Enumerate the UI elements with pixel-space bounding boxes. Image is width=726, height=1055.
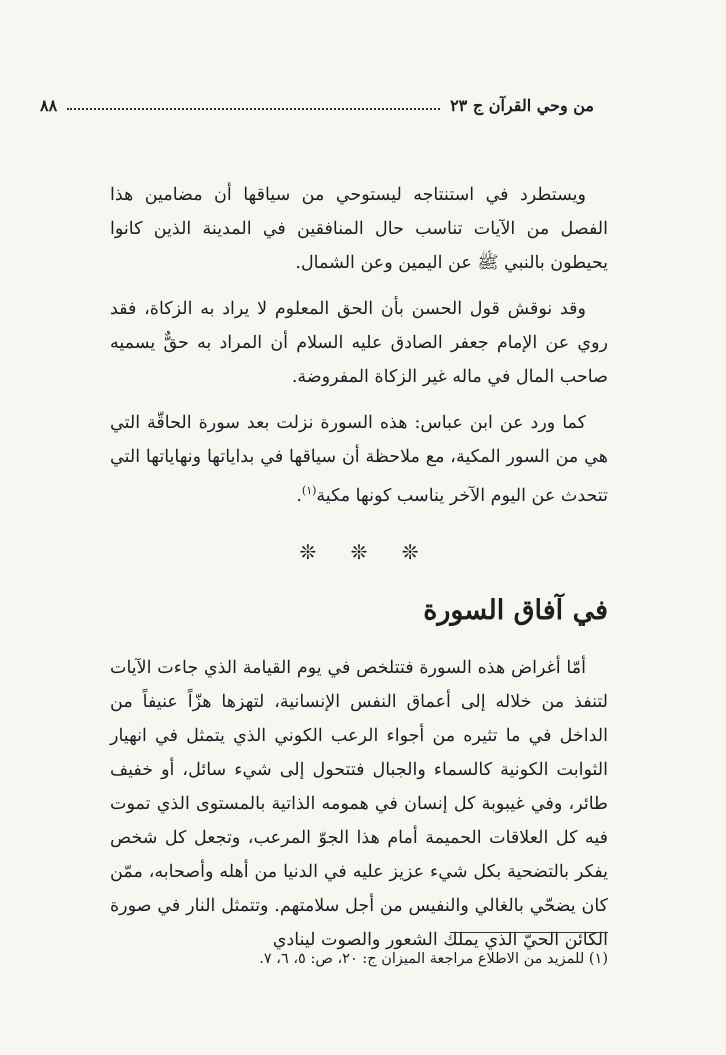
- divider-star-icon: ❊: [299, 539, 317, 564]
- footnote-reference: (١): [301, 484, 317, 497]
- section-heading: في آفاق السورة: [423, 594, 608, 626]
- section-paragraph: أمّا أغراض هذه السورة فتتلخص في يوم القيامة الذي جاءت الآيات لتنفذ من خلاله إلى أعماق النفس الإنسانية، لتهزها هزّاً عنيفاً من الداخل في ما تثيره من أجواء الرعب الكوني الذي يتمثل في انهيار الثوابت الكونية كالسماء والجبال فتتحول إلى شيء سائل، أو خفيف طائر، وفي غيبوبة كل إنسان في همومه الذاتية بالمستوى الذي تموت فيه كل العلاقات الحميمة أمام هذا الجوّ المرعب، وتجعل كل شخص يفكر بالتضحية بكل شيء عزيز عليه في الدنيا من أهله وأصحابه، ممّن كان يضحّي بالغالي والنفيس من أجل سلامتهم. وتتمثل النار في صورة الكائن الحيّ الذي يملك الشعور والصوت لينادي: [110, 657, 608, 950]
- paragraph-3-text: كما ورد عن ابن عباس: هذه السورة نزلت بعد سورة الحاقّة التي هي من السور المكية، مع ملاحظة أن سياقها في بداياتها ونهاياتها التي تتحدث عن اليوم الآخر يناسب كونها مكية: [110, 413, 608, 506]
- footnote-text: (١) للمزيد من الاطلاع مراجعة الميزان ج: ٢٠، ص: ٥، ٦، ٧.: [259, 951, 608, 967]
- running-title: من وحي القرآن ج ٢٣: [450, 95, 594, 115]
- paragraph-1: ويستطرد في استنتاجه ليستوحي من سياقها أن مضامين هذا الفصل من الآيات تناسب حال المنافقين في المدينة الذين كانوا يحيطون بالنبي ﷺ عن اليمين وعن الشمال.: [110, 185, 608, 273]
- page-body: [110, 178, 608, 957]
- divider-star-icon: ❊: [401, 539, 419, 564]
- section-divider: [110, 535, 608, 569]
- page-number: ٨٨: [40, 95, 58, 115]
- header-dot-leader: [67, 108, 440, 110]
- divider-star-icon: ❊: [350, 539, 368, 564]
- paragraph-3: كما ورد عن ابن عباس: هذه السورة نزلت بعد سورة الحاقّة التي هي من السور المكية، مع ملاحظة أن سياقها في بداياتها ونهاياتها التي تتحدث عن اليوم الآخر يناسب كونها مكية$^{(١)}$.: [110, 413, 608, 506]
- running-header: [40, 90, 594, 120]
- footnote-separator: [450, 932, 608, 933]
- paragraph-2: وقد نوقش قول الحسن بأن الحق المعلوم لا يراد به الزكاة، فقد روي عن الإمام جعفر الصادق عليه السلام أن المراد به حقٌّ يسميه صاحب المال في ماله غير الزكاة المفروضة.: [110, 299, 608, 387]
